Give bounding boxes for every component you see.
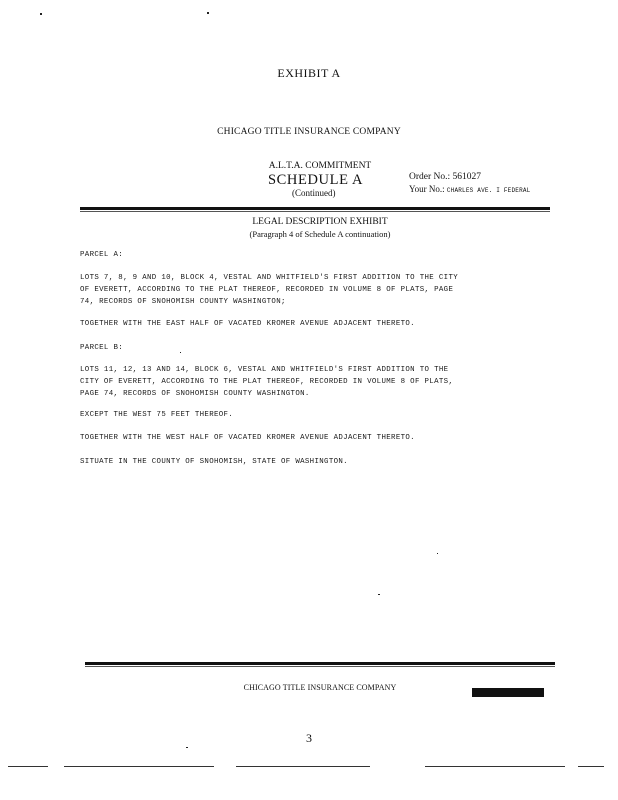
scan-speck <box>378 594 380 595</box>
legal-line: TOGETHER WITH THE EAST HALF OF VACATED KROMER AVENUE ADJACENT THERETO. <box>80 320 415 328</box>
legal-line: TOGETHER WITH THE WEST HALF OF VACATED KROMER AVENUE ADJACENT THERETO. <box>80 434 415 442</box>
legal-line: SITUATE IN THE COUNTY OF SNOHOMISH, STATE OF WASHINGTON. <box>80 458 348 466</box>
legal-line: 74, RECORDS OF SNOHOMISH COUNTY WASHINGTON; <box>80 298 286 306</box>
scan-edge-line <box>8 766 48 767</box>
company-name: CHICAGO TITLE INSURANCE COMPANY <box>217 127 401 137</box>
redaction-bar <box>472 688 544 697</box>
legal-line: PAGE 74, RECORDS OF SNOHOMISH COUNTY WASHINGTON. <box>80 390 310 398</box>
order-number-value: 561027 <box>452 172 482 182</box>
schedule-title: SCHEDULE A <box>268 172 364 188</box>
header-divider <box>80 207 550 210</box>
parcel-a-heading: PARCEL A: <box>80 251 124 259</box>
schedule-note: (Continued) <box>292 188 336 198</box>
scan-speck <box>437 553 438 554</box>
your-number-value: CHARLES AVE. I FEDERAL <box>446 187 531 194</box>
legal-line: LOTS 11, 12, 13 AND 14, BLOCK 6, VESTAL AND WHITFIELD'S FIRST ADDITION TO THE <box>80 366 449 374</box>
exhibit-title: EXHIBIT A <box>277 66 341 80</box>
scan-edge-line <box>64 766 214 767</box>
legal-line: LOTS 7, 8, 9 AND 10, BLOCK 4, VESTAL AND WHITFIELD'S FIRST ADDITION TO THE CITY <box>80 274 459 282</box>
footer-divider <box>85 662 555 665</box>
order-number-label: Order No.: <box>409 172 451 182</box>
footer-divider-thin <box>85 666 555 667</box>
your-number <box>409 184 530 194</box>
header-divider-thin <box>80 211 550 212</box>
order-number <box>409 172 481 182</box>
scan-speck <box>186 747 188 748</box>
scan-speck <box>180 352 181 353</box>
legal-line: CITY OF EVERETT, ACCORDING TO THE PLAT THEREOF, RECORDED IN VOLUME 8 OF PLATS, <box>80 378 454 386</box>
legal-description-subtitle: (Paragraph 4 of Schedule A continuation) <box>249 229 391 239</box>
page-number: 3 <box>306 731 312 745</box>
scan-edge-line <box>236 766 370 767</box>
commitment-type: A.L.T.A. COMMITMENT <box>268 161 372 171</box>
legal-line: OF EVERETT, ACCORDING TO THE PLAT THEREOF, RECORDED IN VOLUME 8 OF PLATS, PAGE <box>80 286 454 294</box>
scan-speck <box>40 13 42 15</box>
your-number-label: Your No.: <box>409 184 445 194</box>
legal-line: EXCEPT THE WEST 75 FEET THEREOF. <box>80 411 234 419</box>
footer-company-name: CHICAGO TITLE INSURANCE COMPANY <box>243 683 397 692</box>
legal-description-title: LEGAL DESCRIPTION EXHIBIT <box>252 217 388 227</box>
parcel-b-heading: PARCEL B: <box>80 344 124 352</box>
scan-speck <box>207 12 209 14</box>
scan-edge-line <box>578 766 604 767</box>
scan-edge-line <box>425 766 565 767</box>
